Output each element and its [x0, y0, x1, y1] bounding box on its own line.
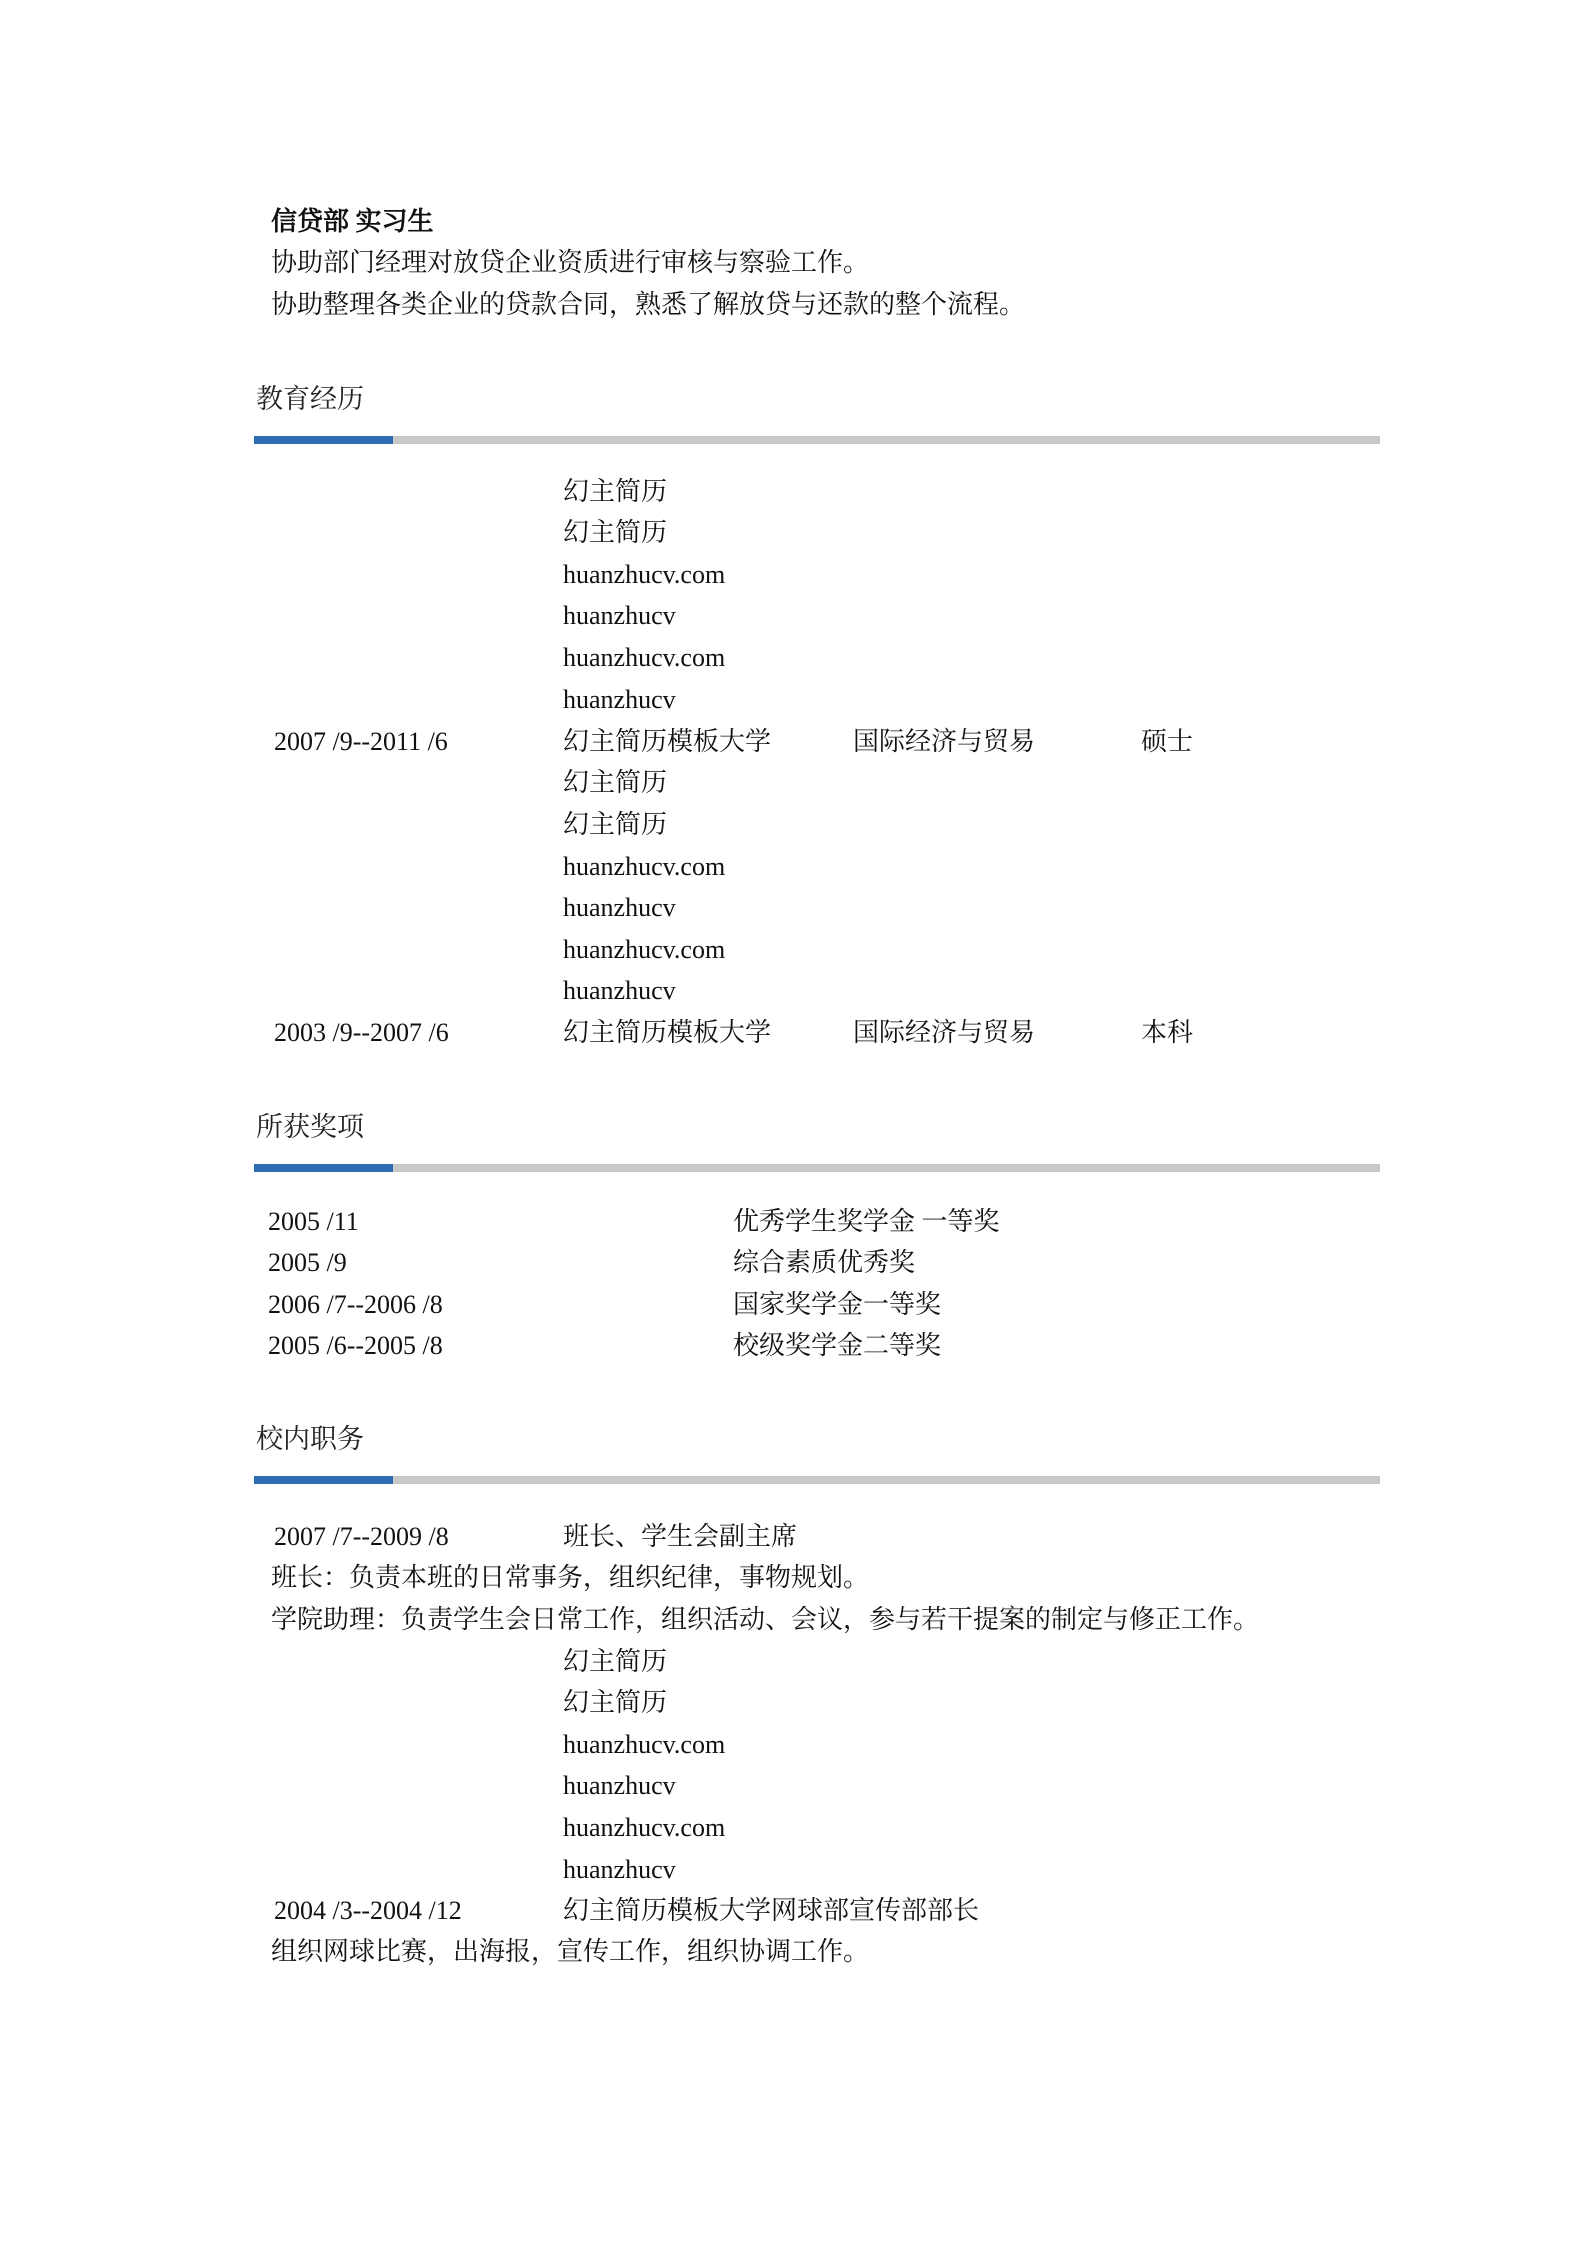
award-name: 优秀学生奖学金 一等奖	[733, 1207, 1000, 1236]
work-detail-line: 协助部门经理对放贷企业资质进行审核与察验工作。	[271, 248, 870, 277]
watermark-line: huanzhucv.com	[563, 1730, 726, 1759]
section-divider	[254, 436, 1380, 444]
education-school: 幻主简历模板大学	[563, 727, 772, 756]
education-major: 国际经济与贸易	[853, 727, 1036, 756]
award-name: 综合素质优秀奖	[733, 1248, 916, 1277]
section-heading-awards: 所获奖项	[256, 1112, 364, 1142]
position-period: 2007 /7--2009 /8	[274, 1522, 449, 1551]
watermark-line: huanzhucv	[563, 976, 676, 1005]
section-divider	[254, 1476, 1380, 1484]
watermark-line: huanzhucv	[563, 1855, 676, 1884]
section-divider-accent	[254, 1476, 393, 1484]
watermark-line: 幻主简历	[563, 518, 668, 547]
work-detail-line: 协助整理各类企业的贷款合同，熟悉了解放贷与还款的整个流程。	[271, 290, 1026, 319]
watermark-line: huanzhucv.com	[563, 852, 726, 881]
education-school: 幻主简历模板大学	[563, 1018, 772, 1047]
section-heading-education: 教育经历	[256, 384, 364, 414]
position-detail: 学院助理：负责学生会日常工作，组织活动、会议，参与若干提案的制定与修正工作。	[271, 1605, 1260, 1634]
watermark-line: huanzhucv.com	[563, 935, 726, 964]
watermark-line: huanzhucv	[563, 893, 676, 922]
watermark-line: 幻主简历	[563, 810, 668, 839]
position-period: 2004 /3--2004 /12	[274, 1896, 462, 1925]
education-period: 2003 /9--2007 /6	[274, 1018, 449, 1047]
section-heading-positions: 校内职务	[256, 1424, 364, 1454]
section-divider-accent	[254, 1164, 393, 1172]
award-date: 2005 /11	[268, 1207, 359, 1236]
award-name: 国家奖学金一等奖	[733, 1290, 942, 1319]
position-detail: 组织网球比赛，出海报，宣传工作，组织协调工作。	[271, 1937, 870, 1966]
section-divider	[254, 1164, 1380, 1172]
watermark-line: huanzhucv.com	[563, 643, 726, 672]
watermark-line: huanzhucv.com	[563, 560, 726, 589]
watermark-line: 幻主简历	[563, 768, 668, 797]
watermark-line: 幻主简历	[563, 1647, 668, 1676]
award-date: 2005 /9	[268, 1248, 347, 1277]
work-title: 信贷部 实习生	[271, 207, 434, 236]
watermark-line: huanzhucv	[563, 685, 676, 714]
education-period: 2007 /9--2011 /6	[274, 727, 448, 756]
position-detail: 班长：负责本班的日常事务，组织纪律，事物规划。	[271, 1563, 870, 1592]
watermark-line: huanzhucv.com	[563, 1813, 726, 1842]
section-divider-accent	[254, 436, 393, 444]
watermark-line: huanzhucv	[563, 601, 676, 630]
award-name: 校级奖学金二等奖	[733, 1331, 942, 1360]
education-degree: 硕士	[1141, 727, 1194, 756]
watermark-line: 幻主简历	[563, 477, 668, 506]
education-major: 国际经济与贸易	[853, 1018, 1036, 1047]
watermark-line: 幻主简历	[563, 1688, 668, 1717]
position-role: 班长、学生会副主席	[563, 1522, 798, 1551]
position-role: 幻主简历模板大学网球部宣传部部长	[563, 1896, 980, 1925]
award-date: 2005 /6--2005 /8	[268, 1331, 443, 1360]
award-date: 2006 /7--2006 /8	[268, 1290, 443, 1319]
education-degree: 本科	[1141, 1018, 1194, 1047]
watermark-line: huanzhucv	[563, 1771, 676, 1800]
